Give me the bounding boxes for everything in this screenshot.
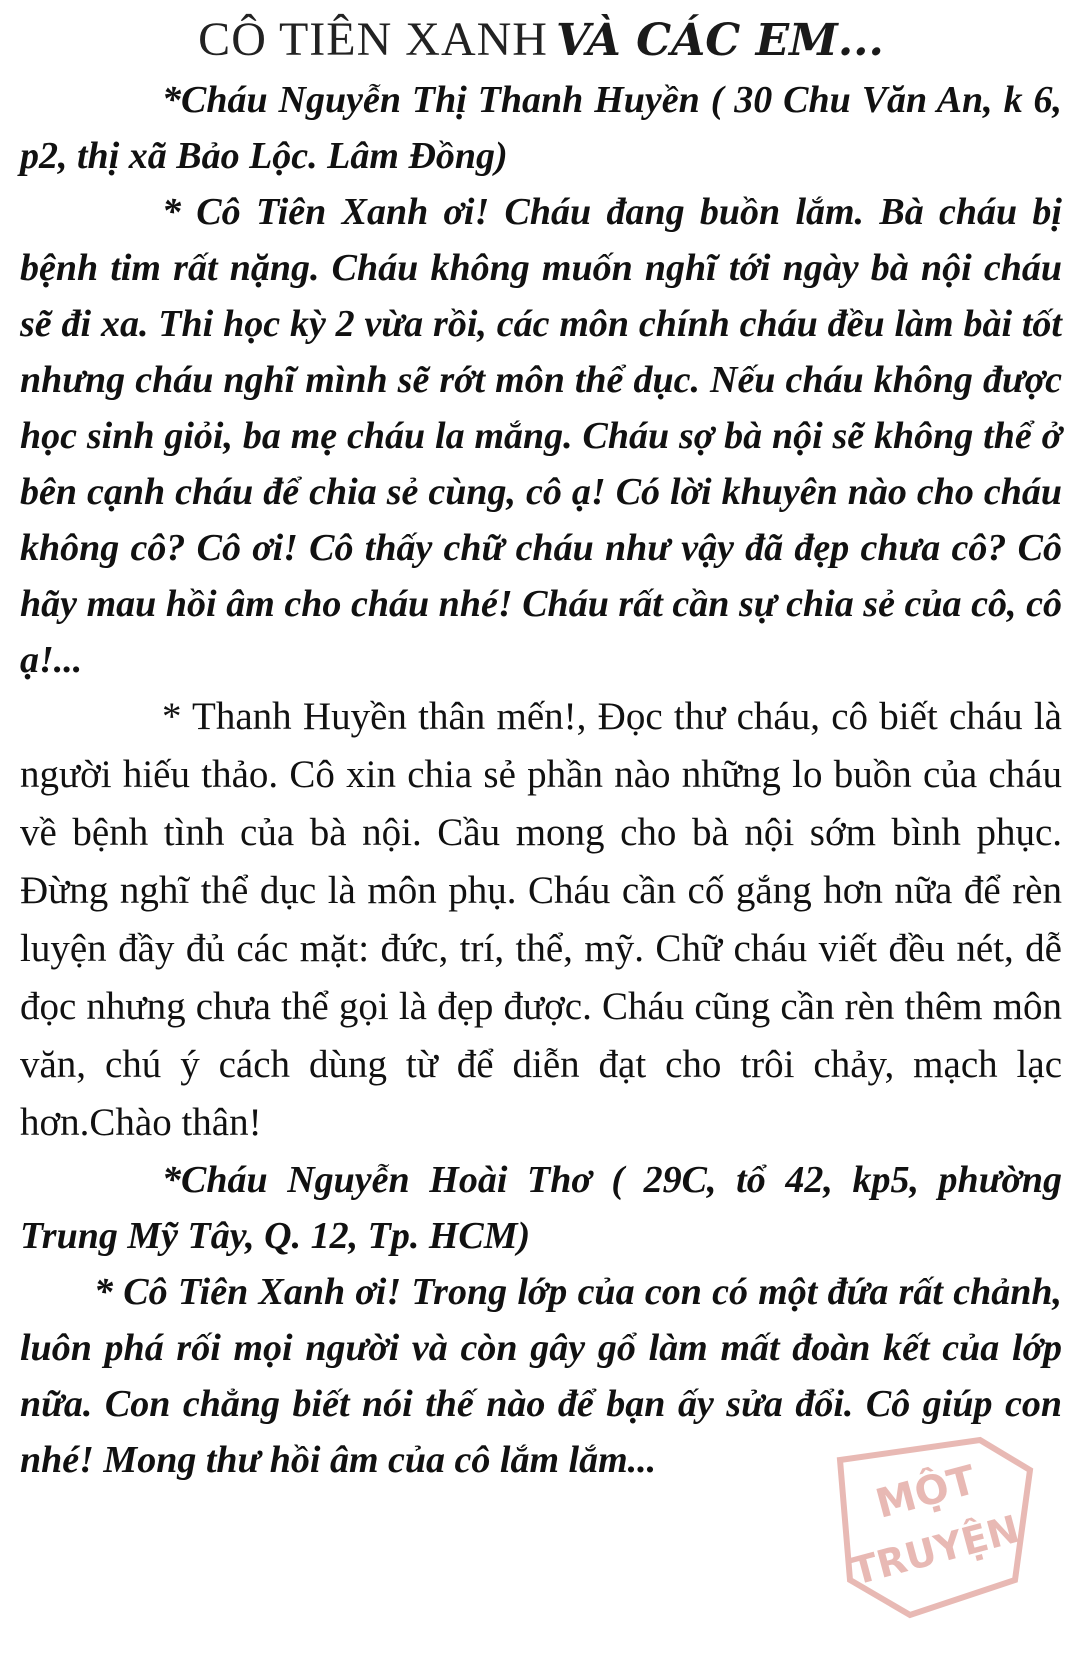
title-plain: CÔ TIÊN XANH (198, 13, 548, 66)
watermark-logo (830, 1430, 1040, 1620)
letter-1-sender: *Cháu Nguyễn Thị Thanh Huyền ( 30 Chu Văn An, k 6, p2, thị xã Bảo Lộc. Lâm Đồng) (20, 79, 1062, 177)
letter-2-message: * Cô Tiên Xanh ơi! Trong lớp của con có một đứa rất chảnh, luôn phá rối mọi người và còn gây gổ làm mất đoàn kết của lớp nữa. Con chẳng biết nói thế nào để bạn ấy sửa đổi. Cô giúp con nhé! Mong thư hồi âm của cô lắm lắm... (20, 1271, 1062, 1481)
letter-1-reply: * Thanh Huyền thân mến!, Đọc thư cháu, cô biết cháu là người hiếu thảo. Cô xin chia sẻ phần nào những lo buồn của cháu về bệnh tình của bà nội. Cầu mong cho bà nội sớm bình phục. Đừng nghĩ thể dục là môn phụ. Cháu cần cố gắng hơn nữa để rèn luyện đầy đủ các mặt: đức, trí, thể, mỹ. Chữ cháu viết đều nét, dễ đọc nhưng chưa thể gọi là đẹp được. Cháu cũng cần rèn thêm môn văn, chú ý cách dùng từ để diễn đạt cho trôi chảy, mạch lạc hơn.Chào thân! (20, 695, 1062, 1144)
letter-1-message: * Cô Tiên Xanh ơi! Cháu đang buồn lắm. Bà cháu bị bệnh tim rất nặng. Cháu không muốn nghĩ tới ngày bà nội cháu sẽ đi xa. Thi học kỳ 2 vừa rồi, các môn chính cháu đều làm bài tốt nhưng cháu nghĩ mình sẽ rớt môn thể dục. Nếu cháu không được học sinh giỏi, ba mẹ cháu la mắng. Cháu sợ bà nội sẽ không thể ở bên cạnh cháu để chia sẻ cùng, cô ạ! Có lời khuyên nào cho cháu không cô? Cô ơi! Cô thấy chữ cháu như vậy đã đẹp chưa cô? Cô hãy mau hồi âm cho cháu nhé! Cháu rất cần sự chia sẻ của cô, cô ạ!... (20, 191, 1062, 681)
watermark-text-line1: MỘT (871, 1457, 981, 1528)
page-title (20, 8, 1062, 72)
watermark-text-line2: TRUYỆN (846, 1506, 1024, 1594)
title-decorated: VÀ CÁC EM... (555, 15, 884, 66)
letter-2-sender: *Cháu Nguyễn Hoài Thơ ( 29C, tổ 42, kp5, phường Trung Mỹ Tây, Q. 12, Tp. HCM) (20, 1159, 1062, 1257)
